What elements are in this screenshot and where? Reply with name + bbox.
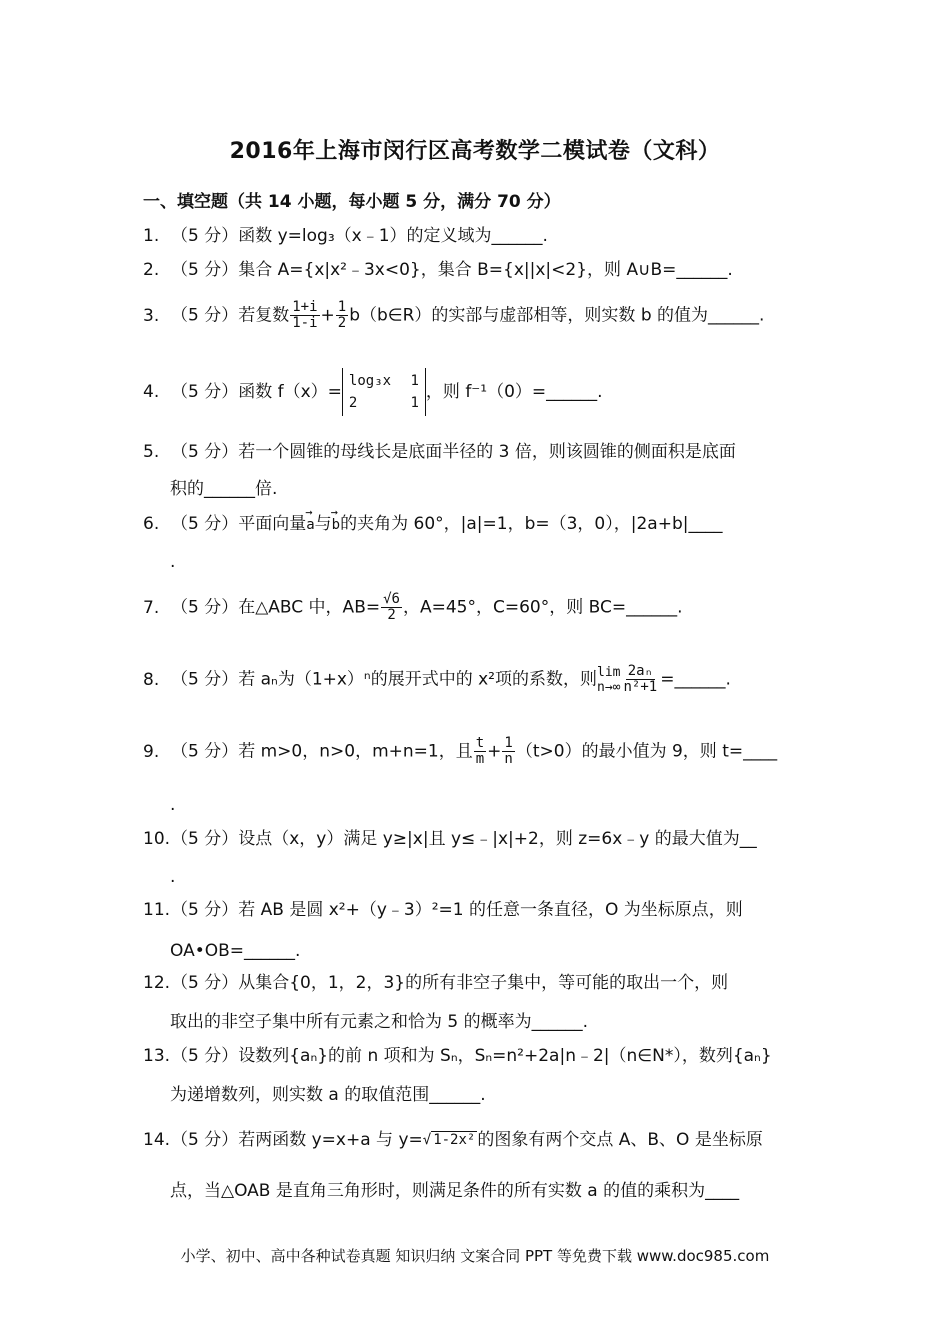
question-number: 13.	[143, 1046, 171, 1066]
question-number: 5.	[143, 442, 160, 462]
question-number: 3.	[143, 305, 160, 326]
fraction	[621, 664, 659, 695]
question-8	[143, 664, 808, 695]
determinant	[342, 368, 426, 416]
question-text: （5 分）若一个圆锥的母线长是底面半径的 3 倍，则该圆锥的侧面积是底面	[171, 442, 736, 462]
denominator: 2	[387, 607, 396, 623]
question-5-continued: 积的______倍.	[170, 479, 278, 499]
question-text: =______.	[660, 669, 731, 690]
det-cell: 1	[410, 373, 419, 389]
question-3	[143, 300, 808, 331]
fraction	[290, 300, 319, 331]
numerator: 1+i	[292, 299, 318, 315]
det-cell: 2	[348, 395, 358, 411]
square-root: √ 1-2x²	[422, 1132, 476, 1148]
question-text: 与	[314, 514, 332, 534]
question-6-continued: .	[170, 552, 176, 572]
page-footer: 小学、初中、高中各种试卷真题 知识归纳 文案合同 PPT 等免费下载 www.doc985.com	[180, 1247, 770, 1265]
question-11	[143, 900, 808, 920]
question-text: （5 分）函数 f（x）=	[171, 382, 342, 402]
question-12-continued: 取出的非空子集中所有元素之和恰为 5 的概率为______.	[170, 1012, 589, 1032]
question-number: 14.	[143, 1130, 171, 1150]
question-text: （5 分）若 m>0，n>0，m+n=1，且	[171, 741, 473, 762]
question-text: （5 分）设数列{aₙ}的前 n 项和为 Sₙ，Sₙ=n²+2a|n﹣2|（n∈N*），数列{aₙ}	[171, 1046, 772, 1066]
question-number: 4.	[143, 382, 160, 402]
question-5	[143, 442, 808, 462]
plus-sign: +	[320, 305, 335, 326]
det-cell: 1	[410, 395, 419, 411]
question-text: b（b∈R）的实部与虚部相等，则实数 b 的值为______.	[349, 305, 765, 326]
numerator: √6	[383, 591, 400, 607]
question-9	[143, 736, 808, 767]
question-text: （5 分）若两函数 y=x+a 与 y=	[171, 1130, 423, 1150]
question-number: 9.	[143, 741, 160, 762]
question-text: ，A=45°，C=60°，则 BC=______.	[402, 597, 683, 618]
plus-sign: +	[487, 741, 502, 762]
question-14-continued: 点，当△OAB 是直角三角形时，则满足条件的所有实数 a 的值的乘积为____	[170, 1181, 740, 1201]
question-text: （5 分）设点（x，y）满足 y≥|x|且 y≤﹣|x|+2，则 z=6x﹣y 的最大值为__	[171, 829, 757, 849]
question-4	[143, 368, 808, 416]
question-6	[143, 514, 808, 535]
question-13	[143, 1046, 808, 1066]
question-text: 的夹角为 60°，|a|=1，b=（3，0），|2a+b|____	[340, 514, 723, 534]
question-text: （5 分）平面向量	[171, 514, 307, 534]
lim-label: lim	[597, 664, 621, 680]
question-number: 12.	[143, 973, 171, 993]
question-12	[143, 973, 808, 993]
denominator: n²+1	[623, 679, 658, 695]
fraction	[474, 736, 486, 767]
vector-b: → b	[332, 515, 340, 535]
radicand: 1-2x²	[433, 1132, 476, 1148]
question-number: 7.	[143, 597, 160, 618]
question-number: 6.	[143, 514, 160, 534]
question-text: （5 分）若复数	[171, 305, 290, 326]
question-number: 8.	[143, 669, 160, 690]
question-text: （5 分）函数 y=log₃（x﹣1）的定义域为______.	[171, 226, 548, 246]
lim-subscript: n→∞	[597, 679, 621, 695]
question-1	[143, 226, 808, 246]
question-text: （5 分）若 aₙ为（1+x）ⁿ的展开式中的 x²项的系数，则	[171, 669, 597, 690]
question-2	[143, 260, 808, 280]
limit-operator	[597, 665, 620, 695]
denominator: m	[475, 751, 485, 767]
numerator: 1	[504, 735, 513, 751]
det-cell: log₃x	[348, 373, 392, 389]
question-text: ，则 f⁻¹（0）=______.	[425, 382, 603, 402]
denominator: 2	[337, 315, 347, 331]
question-7	[143, 592, 808, 623]
question-number: 2.	[143, 260, 160, 280]
question-13-continued: 为递增数列，则实数 a 的取值范围______.	[170, 1085, 486, 1105]
question-10	[143, 829, 808, 849]
question-number: 11.	[143, 900, 171, 920]
vector-a: → a	[306, 515, 314, 535]
fraction	[336, 300, 348, 331]
question-text: （t>0）的最小值为 9，则 t=____	[515, 741, 778, 762]
denominator: 1-i	[292, 315, 318, 331]
question-number: 1.	[143, 226, 160, 246]
question-text: （5 分）若 AB 是圆 x²+（y﹣3）²=1 的任意一条直径，O 为坐标原点，则	[171, 900, 743, 920]
fraction	[502, 736, 514, 767]
question-10-continued: .	[170, 867, 176, 887]
numerator: 1	[337, 299, 347, 315]
question-text: （5 分）从集合{0，1，2，3}的所有非空子集中，等可能的取出一个，则	[171, 973, 729, 993]
denominator: n	[504, 751, 513, 767]
section-heading: 一、填空题（共 14 小题，每小题 5 分，满分 70 分）	[143, 192, 561, 212]
fraction	[381, 592, 402, 623]
question-text: 的图象有两个交点 A、B、O 是坐标原	[477, 1130, 763, 1150]
page-title: 2016年上海市闵行区高考数学二模试卷（文科）	[229, 139, 721, 164]
question-9-continued: .	[170, 795, 176, 815]
question-text: （5 分）在△ABC 中，AB=	[171, 597, 381, 618]
question-text: （5 分）集合 A={x|x²﹣3x<0}，集合 B={x||x|<2}，则 A∪B=______.	[171, 260, 733, 280]
question-11-continued: OA•OB=______.	[170, 941, 301, 961]
question-number: 10.	[143, 829, 171, 849]
numerator: t	[475, 735, 485, 751]
numerator: 2aₙ	[627, 663, 653, 679]
question-14	[143, 1130, 808, 1150]
